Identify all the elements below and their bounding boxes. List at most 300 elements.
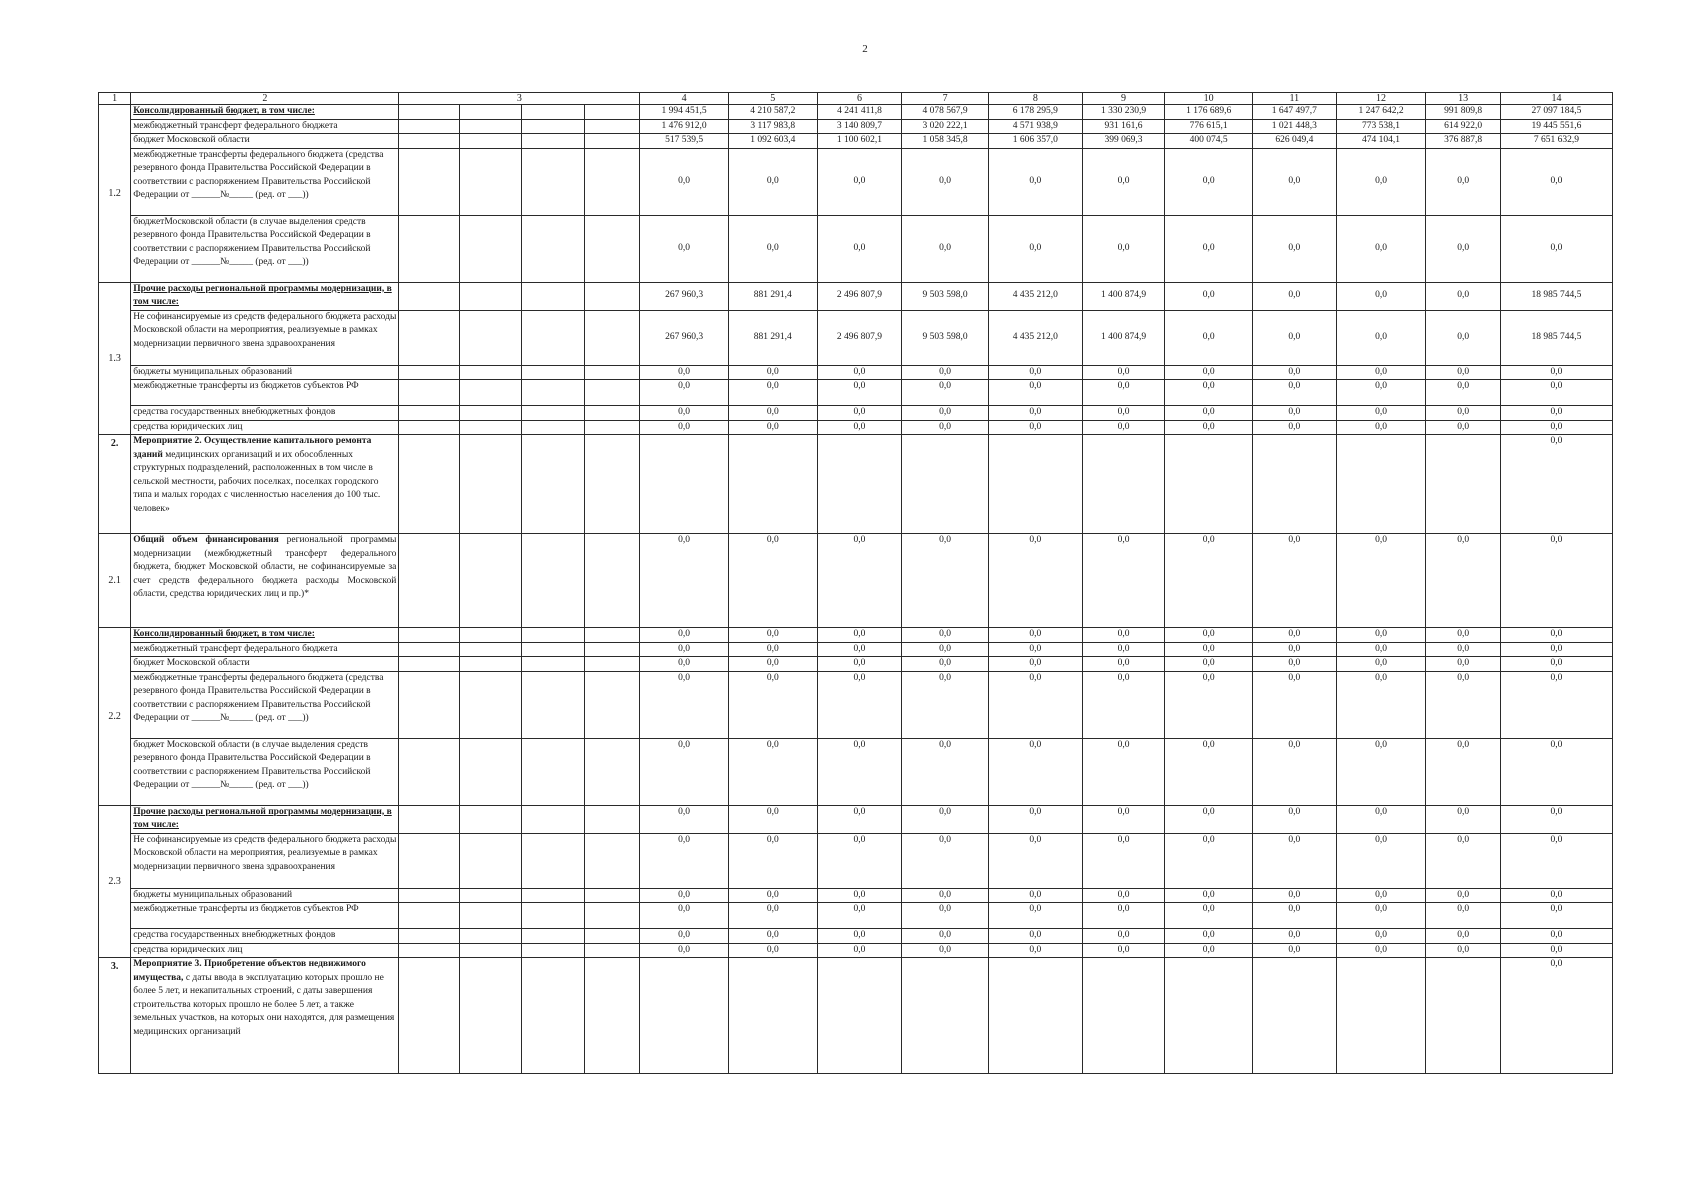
table-cell: 3 020 222,1 <box>902 119 989 134</box>
table-cell: 3 117 983,8 <box>728 119 817 134</box>
table-cell: 0,0 <box>1165 406 1253 421</box>
table-cell: 0,0 <box>1082 406 1165 421</box>
table-cell: 0,0 <box>1426 805 1501 833</box>
table-cell: 0,0 <box>1336 888 1426 903</box>
table-cell: 0,0 <box>640 657 729 672</box>
row-index: 1.2 <box>99 105 131 283</box>
table-row <box>99 943 1613 958</box>
header-cell: 12 <box>1336 93 1426 105</box>
table-cell: 0,0 <box>988 805 1082 833</box>
table-cell: 0,0 <box>1336 738 1426 805</box>
table-cell: 0,0 <box>817 406 902 421</box>
row-label: межбюджетные трансферты федерального бюджета (средства резервного фонда Правительства Российской Федерации в соответствии с распоряжением Правительства Российской Федерации от ______№_____ (ред. от ___)) <box>131 671 399 738</box>
table-cell: 0,0 <box>1426 929 1501 944</box>
table-cell: 0,0 <box>902 420 989 435</box>
table-cell: 0,0 <box>1426 903 1501 929</box>
table-cell: 0,0 <box>902 805 989 833</box>
table-cell: 881 291,4 <box>728 310 817 365</box>
table-cell: 0,0 <box>817 365 902 380</box>
row-label: Не софинансируемые из средств федерального бюджета расходы Московской области на мероприятия, реализуемые в рамках модернизации первичного звена здравоохранения <box>131 833 399 888</box>
table-cell: 0,0 <box>902 215 989 282</box>
table-cell: 0,0 <box>728 738 817 805</box>
table-cell: 0,0 <box>1336 380 1426 406</box>
table-cell: 0,0 <box>817 420 902 435</box>
row-label: межбюджетный трансферт федерального бюджета <box>131 642 399 657</box>
table-cell: 0,0 <box>1426 628 1501 643</box>
row-index: 2.1 <box>99 534 131 628</box>
table-cell: 0,0 <box>1082 380 1165 406</box>
table-cell: 0,0 <box>640 406 729 421</box>
row-label: межбюджетные трансферты из бюджетов субъектов РФ <box>131 903 399 929</box>
row-label: Консолидированный бюджет, в том числе: <box>131 105 399 120</box>
row-index: 2.3 <box>99 805 131 958</box>
header-cell: 13 <box>1426 93 1501 105</box>
table-cell: 0,0 <box>902 903 989 929</box>
table-cell: 0,0 <box>1426 657 1501 672</box>
table-cell: 0,0 <box>728 380 817 406</box>
header-cell: 14 <box>1500 93 1612 105</box>
table-cell: 0,0 <box>817 929 902 944</box>
table-cell: 0,0 <box>1082 642 1165 657</box>
table-cell: 1 092 603,4 <box>728 134 817 149</box>
table-cell: 0,0 <box>728 420 817 435</box>
table-cell: 9 503 598,0 <box>902 282 989 310</box>
table-cell: 0,0 <box>1500 642 1612 657</box>
table-cell: 0,0 <box>1500 215 1612 282</box>
table-cell: 0,0 <box>817 642 902 657</box>
table-cell: 0,0 <box>817 534 902 628</box>
table-row <box>99 642 1613 657</box>
table-row <box>99 148 1613 215</box>
table-cell: 9 503 598,0 <box>902 310 989 365</box>
table-cell: 0,0 <box>988 943 1082 958</box>
table-cell: 0,0 <box>1082 628 1165 643</box>
table-cell: 0,0 <box>1253 657 1337 672</box>
table-cell: 0,0 <box>1165 657 1253 672</box>
table-row <box>99 215 1613 282</box>
table-cell: 0,0 <box>1336 406 1426 421</box>
table-cell: 0,0 <box>1165 365 1253 380</box>
table-cell: 0,0 <box>1165 420 1253 435</box>
table-row <box>99 134 1613 149</box>
table-cell: 4 435 212,0 <box>988 310 1082 365</box>
table-cell: 0,0 <box>728 657 817 672</box>
table-cell: 0,0 <box>1426 310 1501 365</box>
table-cell: 0,0 <box>988 420 1082 435</box>
table-cell: 0,0 <box>1426 380 1501 406</box>
table-cell: 0,0 <box>640 148 729 215</box>
table-cell: 0,0 <box>640 642 729 657</box>
table-row <box>99 435 1613 534</box>
table-cell: 0,0 <box>1426 365 1501 380</box>
table-cell: 0,0 <box>817 738 902 805</box>
table-cell: 0,0 <box>1165 929 1253 944</box>
table-cell: 1 400 874,9 <box>1082 310 1165 365</box>
table-cell: 0,0 <box>1500 888 1612 903</box>
table-cell: 931 161,6 <box>1082 119 1165 134</box>
table-cell: 0,0 <box>1165 888 1253 903</box>
table-cell: 0,0 <box>1336 929 1426 944</box>
table-cell: 0,0 <box>902 657 989 672</box>
table-cell: 0,0 <box>640 888 729 903</box>
table-cell: 0,0 <box>1500 435 1612 534</box>
table-cell: 1 647 497,7 <box>1253 105 1337 120</box>
table-cell: 0,0 <box>1500 534 1612 628</box>
row-index: 2.2 <box>99 628 131 806</box>
table-cell: 0,0 <box>1253 943 1337 958</box>
table-cell: 776 615,1 <box>1165 119 1253 134</box>
table-row <box>99 105 1613 120</box>
table-cell: 0,0 <box>1500 406 1612 421</box>
table-cell: 0,0 <box>902 365 989 380</box>
table-cell: 0,0 <box>817 671 902 738</box>
table-cell: 7 651 632,9 <box>1500 134 1612 149</box>
table-cell: 0,0 <box>728 929 817 944</box>
table-cell: 0,0 <box>1336 642 1426 657</box>
row-label: бюджетМосковской области (в случае выделения средств резервного фонда Правительства Российской Федерации в соответствии с распоряжением Правительства Российской Федерации от ______№_____ (ред. от ___)) <box>131 215 399 282</box>
row-label: Прочие расходы региональной программы модернизации, в том числе: <box>131 282 399 310</box>
table-row <box>99 420 1613 435</box>
row-label: бюджет Московской области <box>131 134 399 149</box>
header-cell: 10 <box>1165 93 1253 105</box>
table-cell: 0,0 <box>1253 642 1337 657</box>
row-label: средства юридических лиц <box>131 943 399 958</box>
table-cell: 0,0 <box>1253 888 1337 903</box>
table-cell: 0,0 <box>1426 420 1501 435</box>
table-cell: 0,0 <box>1336 943 1426 958</box>
activity-2-text: медицинских организаций и их обособленных структурных подразделений, расположенных в том числе в сельской местности, рабочих поселках, поселках городского типа и малых городах с численностью населения до 100 тыс. человек» <box>133 449 381 514</box>
header-cell: 4 <box>640 93 729 105</box>
table-cell: 0,0 <box>1426 215 1501 282</box>
table-cell: 0,0 <box>728 642 817 657</box>
table-cell: 4 435 212,0 <box>988 282 1082 310</box>
table-cell: 0,0 <box>1165 215 1253 282</box>
table-cell: 0,0 <box>902 888 989 903</box>
row-label: межбюджетные трансферты из бюджетов субъектов РФ <box>131 380 399 406</box>
table-cell: 0,0 <box>1426 406 1501 421</box>
table-row <box>99 929 1613 944</box>
table-row <box>99 310 1613 365</box>
table-row <box>99 958 1613 1074</box>
header-cell: 11 <box>1253 93 1337 105</box>
table-cell: 0,0 <box>817 657 902 672</box>
table-cell: 0,0 <box>640 671 729 738</box>
table-cell: 0,0 <box>988 657 1082 672</box>
header-cell: 1 <box>99 93 131 105</box>
table-cell: 0,0 <box>1426 833 1501 888</box>
table-cell: 0,0 <box>817 215 902 282</box>
table-row <box>99 888 1613 903</box>
table-cell: 0,0 <box>1253 671 1337 738</box>
table-cell: 1 994 451,5 <box>640 105 729 120</box>
table-cell: 0,0 <box>1253 215 1337 282</box>
table-cell: 0,0 <box>640 738 729 805</box>
table-cell: 1 606 357,0 <box>988 134 1082 149</box>
financing-table <box>98 92 1613 1074</box>
table-cell: 267 960,3 <box>640 310 729 365</box>
table-cell: 0,0 <box>1426 943 1501 958</box>
table-cell: 0,0 <box>1082 929 1165 944</box>
table-cell: 0,0 <box>1253 148 1337 215</box>
table-cell: 0,0 <box>1082 738 1165 805</box>
table-cell: 0,0 <box>1253 380 1337 406</box>
table-cell: 4 241 411,8 <box>817 105 902 120</box>
table-cell: 0,0 <box>640 420 729 435</box>
table-cell: 0,0 <box>1165 833 1253 888</box>
table-cell: 0,0 <box>1253 738 1337 805</box>
table-cell: 991 809,8 <box>1426 105 1501 120</box>
table-cell: 0,0 <box>1336 671 1426 738</box>
table-cell: 881 291,4 <box>728 282 817 310</box>
row-index: 2. <box>99 435 131 534</box>
table-row <box>99 534 1613 628</box>
table-cell: 0,0 <box>988 671 1082 738</box>
table-cell: 1 058 345,8 <box>902 134 989 149</box>
table-cell: 0,0 <box>1082 215 1165 282</box>
table-cell: 0,0 <box>988 380 1082 406</box>
table-cell: 18 985 744,5 <box>1500 282 1612 310</box>
table-cell: 1 176 689,6 <box>1165 105 1253 120</box>
table-cell: 0,0 <box>728 888 817 903</box>
table-cell: 0,0 <box>902 671 989 738</box>
table-cell: 0,0 <box>640 805 729 833</box>
table-row <box>99 119 1613 134</box>
table-cell: 0,0 <box>1426 642 1501 657</box>
table-cell: 474 104,1 <box>1336 134 1426 149</box>
table-cell: 626 049,4 <box>1253 134 1337 149</box>
table-cell: 0,0 <box>1082 148 1165 215</box>
table-cell: 1 247 642,2 <box>1336 105 1426 120</box>
table-cell: 1 100 602,1 <box>817 134 902 149</box>
table-cell: 0,0 <box>1082 943 1165 958</box>
header-cell: 2 <box>131 93 399 105</box>
table-cell: 0,0 <box>1082 888 1165 903</box>
table-cell: 0,0 <box>728 943 817 958</box>
total-financing-text: региональной программы модернизации (межбюджетный трансферт федерального бюджета, бюджет Московской области, не софинансируемые за счет средств федерального бюджета расходы Московской области, средства юридических лиц и пр.)* <box>133 535 397 599</box>
table-cell: 0,0 <box>728 215 817 282</box>
table-cell: 0,0 <box>817 805 902 833</box>
table-cell: 0,0 <box>1082 420 1165 435</box>
row-label: бюджет Московской области (в случае выделения средств резервного фонда Правительства Российской Федерации в соответствии с распоряжением Правительства Российской Федерации от ______№_____ (ред. от ___)) <box>131 738 399 805</box>
row-index: 3. <box>99 958 131 1074</box>
table-row <box>99 282 1613 310</box>
table-cell: 1 021 448,3 <box>1253 119 1337 134</box>
table-cell: 0,0 <box>1082 534 1165 628</box>
table-cell: 0,0 <box>728 628 817 643</box>
table-cell: 0,0 <box>902 929 989 944</box>
table-cell: 0,0 <box>1426 148 1501 215</box>
table-cell: 0,0 <box>988 929 1082 944</box>
table-cell: 0,0 <box>902 833 989 888</box>
table-cell: 0,0 <box>1253 628 1337 643</box>
table-cell: 0,0 <box>902 406 989 421</box>
table-cell: 0,0 <box>1500 738 1612 805</box>
table-cell: 0,0 <box>1500 380 1612 406</box>
table-cell: 0,0 <box>817 943 902 958</box>
table-cell: 0,0 <box>1500 148 1612 215</box>
table-cell: 0,0 <box>640 929 729 944</box>
table-cell: 0,0 <box>1165 628 1253 643</box>
table-cell: 0,0 <box>988 628 1082 643</box>
table-cell: 0,0 <box>1500 929 1612 944</box>
header-row <box>99 93 1613 105</box>
table-cell: 0,0 <box>1165 903 1253 929</box>
table-cell: 0,0 <box>1500 628 1612 643</box>
table-cell: 0,0 <box>1500 671 1612 738</box>
table-cell: 0,0 <box>817 833 902 888</box>
table-cell: 0,0 <box>728 671 817 738</box>
activity-2-label <box>131 435 399 534</box>
header-cell: 6 <box>817 93 902 105</box>
table-cell: 0,0 <box>1500 420 1612 435</box>
table-row <box>99 657 1613 672</box>
total-financing-heading: Общий объем финансирования <box>133 535 279 545</box>
table-cell: 19 445 551,6 <box>1500 119 1612 134</box>
table-cell: 0,0 <box>1253 833 1337 888</box>
table-cell: 0,0 <box>1253 420 1337 435</box>
table-cell: 1 330 230,9 <box>1082 105 1165 120</box>
table-cell: 0,0 <box>988 642 1082 657</box>
table-cell: 400 074,5 <box>1165 134 1253 149</box>
table-cell: 0,0 <box>1082 365 1165 380</box>
table-cell: 0,0 <box>640 365 729 380</box>
table-cell: 0,0 <box>1336 282 1426 310</box>
row-label: Прочие расходы региональной программы модернизации, в том числе: <box>131 805 399 833</box>
table-cell: 0,0 <box>988 406 1082 421</box>
table-cell: 4 571 938,9 <box>988 119 1082 134</box>
table-cell: 0,0 <box>1426 282 1501 310</box>
table-cell: 4 078 567,9 <box>902 105 989 120</box>
table-cell: 267 960,3 <box>640 282 729 310</box>
table-row <box>99 903 1613 929</box>
table-cell: 0,0 <box>902 628 989 643</box>
table-cell: 0,0 <box>1500 833 1612 888</box>
table-cell: 0,0 <box>902 642 989 657</box>
table-cell: 0,0 <box>817 903 902 929</box>
table-cell: 0,0 <box>728 406 817 421</box>
table-cell: 0,0 <box>1165 642 1253 657</box>
row-label: бюджеты муниципальных образований <box>131 365 399 380</box>
table-cell: 0,0 <box>1426 738 1501 805</box>
row-label: бюджеты муниципальных образований <box>131 888 399 903</box>
table-cell: 0,0 <box>1253 805 1337 833</box>
table-cell: 0,0 <box>1082 833 1165 888</box>
table-cell: 0,0 <box>1082 657 1165 672</box>
row-label: средства юридических лиц <box>131 420 399 435</box>
table-cell: 0,0 <box>1426 671 1501 738</box>
table-cell: 0,0 <box>817 380 902 406</box>
table-cell: 0,0 <box>817 628 902 643</box>
table-row <box>99 406 1613 421</box>
table-cell: 0,0 <box>640 534 729 628</box>
table-cell: 3 140 809,7 <box>817 119 902 134</box>
table-cell: 0,0 <box>1253 534 1337 628</box>
table-row <box>99 671 1613 738</box>
table-cell: 399 069,3 <box>1082 134 1165 149</box>
table-cell: 0,0 <box>902 534 989 628</box>
header-cell: 8 <box>988 93 1082 105</box>
table-cell: 773 538,1 <box>1336 119 1426 134</box>
table-cell: 0,0 <box>1165 148 1253 215</box>
table-cell: 376 887,8 <box>1426 134 1501 149</box>
table-cell: 0,0 <box>1336 420 1426 435</box>
table-cell: 0,0 <box>728 903 817 929</box>
table-cell: 0,0 <box>1253 929 1337 944</box>
table-cell: 614 922,0 <box>1426 119 1501 134</box>
activity-3-heading: Мероприятие 3. Приобретение объектов недвижимого имущества, <box>133 959 366 983</box>
table-cell: 0,0 <box>640 628 729 643</box>
table-cell: 0,0 <box>640 943 729 958</box>
table-cell: 0,0 <box>1500 958 1612 1074</box>
table-cell: 0,0 <box>1082 671 1165 738</box>
table-cell: 0,0 <box>640 833 729 888</box>
table-cell: 0,0 <box>1500 365 1612 380</box>
table-cell: 0,0 <box>728 805 817 833</box>
activity-3-text: с даты ввода в эксплуатацию которых прошло не более 5 лет, и некапитальных строений, с даты завершения строительства которых прошло не более 5 лет, а также земельных участков, на которых они находятся, для размещения медицинских организаций <box>133 972 395 1037</box>
table-cell: 0,0 <box>988 738 1082 805</box>
table-cell: 0,0 <box>1253 282 1337 310</box>
table-cell: 0,0 <box>902 380 989 406</box>
table-cell: 0,0 <box>1165 805 1253 833</box>
table-cell: 0,0 <box>1500 903 1612 929</box>
table-cell: 6 178 295,9 <box>988 105 1082 120</box>
row-label: Не софинансируемые из средств федерального бюджета расходы Московской области на мероприятия, реализуемые в рамках модернизации первичного звена здравоохранения <box>131 310 399 365</box>
table-cell: 0,0 <box>1336 628 1426 643</box>
table-cell: 0,0 <box>1426 534 1501 628</box>
table-cell: 0,0 <box>1253 365 1337 380</box>
table-cell: 0,0 <box>988 148 1082 215</box>
table-cell: 0,0 <box>1426 888 1501 903</box>
table-cell: 2 496 807,9 <box>817 282 902 310</box>
table-cell: 0,0 <box>1336 365 1426 380</box>
table-cell: 0,0 <box>1253 406 1337 421</box>
table-cell: 0,0 <box>902 943 989 958</box>
table-cell: 0,0 <box>1165 943 1253 958</box>
row-label: Консолидированный бюджет, в том числе: <box>131 628 399 643</box>
table-row <box>99 738 1613 805</box>
header-cell: 7 <box>902 93 989 105</box>
table-cell: 0,0 <box>902 738 989 805</box>
table-cell: 27 097 184,5 <box>1500 105 1612 120</box>
table-cell: 0,0 <box>817 148 902 215</box>
table-cell: 2 496 807,9 <box>817 310 902 365</box>
table-cell: 0,0 <box>1336 833 1426 888</box>
table-cell: 0,0 <box>1253 903 1337 929</box>
table-cell: 0,0 <box>988 365 1082 380</box>
table-cell: 0,0 <box>1336 534 1426 628</box>
row-label: средства государственных внебюджетных фондов <box>131 929 399 944</box>
table-cell: 0,0 <box>728 833 817 888</box>
total-financing-label <box>131 534 399 628</box>
table-cell: 0,0 <box>1082 903 1165 929</box>
table-cell: 4 210 587,2 <box>728 105 817 120</box>
table-cell: 0,0 <box>1500 657 1612 672</box>
table-cell: 0,0 <box>1500 943 1612 958</box>
table-cell: 0,0 <box>988 215 1082 282</box>
table-cell: 0,0 <box>1165 534 1253 628</box>
table-cell: 0,0 <box>1253 310 1337 365</box>
table-row <box>99 805 1613 833</box>
row-label: средства государственных внебюджетных фондов <box>131 406 399 421</box>
table-cell: 0,0 <box>640 215 729 282</box>
table-cell: 0,0 <box>988 833 1082 888</box>
table-cell: 517 539,5 <box>640 134 729 149</box>
table-cell: 0,0 <box>1165 738 1253 805</box>
table-cell: 0,0 <box>640 380 729 406</box>
row-label: межбюджетный трансферт федерального бюджета <box>131 119 399 134</box>
table-cell: 0,0 <box>728 534 817 628</box>
table-row <box>99 365 1613 380</box>
